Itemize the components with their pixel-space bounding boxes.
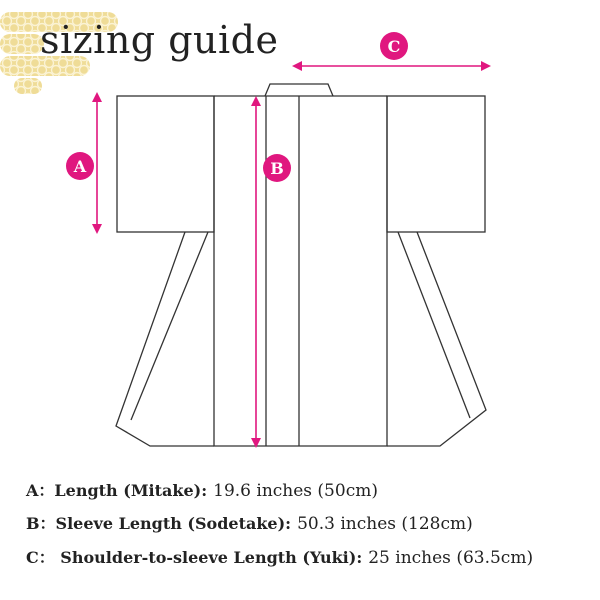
spec-c-key: C： Shoulder-to-sleeve Length (Yuki):: [26, 548, 363, 567]
arrow-a-head-bottom: [92, 224, 102, 234]
spec-row-a: [26, 478, 378, 501]
kimono-panel-right: [398, 232, 470, 418]
kimono-body-right: [299, 96, 387, 446]
marker-a: [66, 152, 94, 180]
kimono-collar: [265, 84, 333, 96]
marker-c: [380, 32, 408, 60]
arrow-c-head-right: [481, 61, 491, 71]
spec-row-c: [26, 545, 533, 568]
arrow-heads: [92, 61, 491, 448]
spec-b-key: B：Sleeve Length (Sodetake):: [26, 514, 292, 533]
arrow-a-head-top: [92, 92, 102, 102]
spec-b-value: 50.3 inches (128cm): [297, 514, 473, 534]
marker-b: [263, 154, 291, 182]
page-title: sizing guide: [40, 18, 279, 62]
kimono-panel-left: [131, 232, 208, 420]
measurement-arrows: [97, 66, 486, 444]
spec-row-b: [26, 511, 473, 534]
spec-a-key: A：Length (Mitake):: [26, 481, 208, 500]
spec-a-value: 19.6 inches (50cm): [213, 481, 378, 501]
spec-c-value: 25 inches (63.5cm): [368, 548, 534, 568]
marker-a-label: A: [73, 157, 87, 176]
kimono-hem-right: [387, 232, 486, 446]
arrow-c-head-left: [292, 61, 302, 71]
marker-c-label: C: [387, 37, 401, 56]
marker-b-label: B: [270, 159, 284, 178]
kimono-sleeve-right: [387, 96, 485, 232]
kimono-sleeve-left: [117, 96, 214, 232]
kimono-hem-left: [116, 232, 214, 446]
arrow-b-head-top: [251, 96, 261, 106]
kimono-outline: [116, 84, 486, 446]
